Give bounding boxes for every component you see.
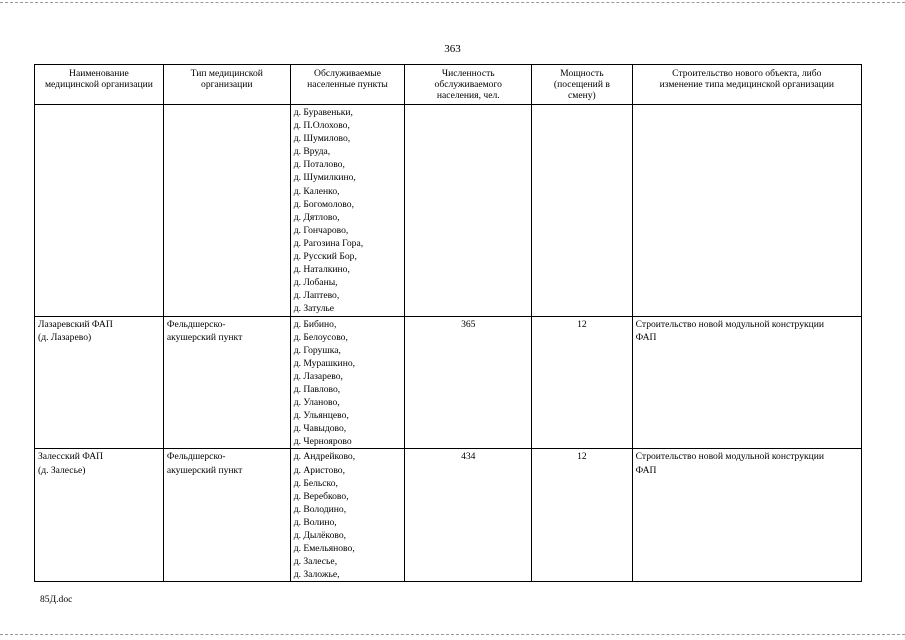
organization-type-cell: Фельдшерско- акушерский пункт <box>163 449 290 582</box>
organization-type-cell <box>163 105 290 317</box>
settlement-item: д. Лазарево, <box>293 370 343 382</box>
scan-edge-top <box>0 2 905 3</box>
settlement-item: д. Мурашкино, <box>293 357 356 369</box>
table-row <box>35 316 862 449</box>
settlement-item: д. Поталово, <box>293 159 345 171</box>
header-population: Численность обслуживаемого населения, чел. <box>405 65 532 105</box>
header-construction: Строительство нового объекта, либо изменение типа медицинской организации <box>632 65 861 105</box>
settlement-item: д. Веребково, <box>293 490 349 502</box>
page-number: 363 <box>444 43 461 55</box>
settlement-item: д. Гончарово, <box>293 224 349 236</box>
settlement-item: д. Богомолово, <box>293 198 354 210</box>
settlement-item: д. Андрейково, <box>293 451 356 463</box>
organization-name-cell <box>35 105 164 317</box>
population-cell <box>405 105 532 317</box>
table-header-row <box>35 65 862 105</box>
construction-cell: Строительство новой модульной конструкции ФАП <box>632 316 861 449</box>
capacity-cell <box>532 105 632 317</box>
construction-cell <box>632 105 861 317</box>
header-served-settlements: Обслуживаемые населенные пункты <box>290 65 405 105</box>
settlement-item: д. Дятлово, <box>293 211 340 223</box>
settlement-item: д. Залесье, <box>293 556 338 568</box>
organization-name-cell: Лазаревский ФАП (д. Лазарево) <box>35 316 164 449</box>
scan-edge-bottom <box>0 634 905 635</box>
capacity-cell: 12 <box>532 316 632 449</box>
served-settlements-cell <box>290 449 405 582</box>
medical-organizations-table <box>34 64 862 582</box>
settlement-item: д. Лобаны, <box>293 277 338 289</box>
population-cell: 434 <box>405 449 532 582</box>
settlement-item: д. Затулье <box>293 303 335 315</box>
settlement-item: д. Уланово, <box>293 397 340 409</box>
settlement-item: д. Вруда, <box>293 146 331 158</box>
settlement-item: д. Волино, <box>293 516 337 528</box>
settlement-item: д. Бибино, <box>293 318 337 330</box>
capacity-cell: 12 <box>532 449 632 582</box>
settlement-item: д. Горушка, <box>293 344 341 356</box>
settlement-item: д. Аристово, <box>293 464 346 476</box>
settlement-item: д. Лаптево, <box>293 290 340 302</box>
served-settlements-cell <box>290 316 405 449</box>
table-row <box>35 105 862 317</box>
settlement-item: д. Павлово, <box>293 383 341 395</box>
settlement-item: д. П.Олохово, <box>293 120 350 132</box>
settlement-item: д. Шумилово, <box>293 133 351 145</box>
header-organization-type: Тип медицинской организации <box>163 65 290 105</box>
settlement-item: д. Володино, <box>293 503 347 515</box>
settlement-item: д. Русский Бор, <box>293 251 357 263</box>
document-filename: 85Д.doc <box>40 594 73 605</box>
settlement-item: д. Заложье, <box>293 569 340 581</box>
settlement-item: д. Буравеньки, <box>293 107 353 118</box>
table-row <box>35 449 862 582</box>
settlement-item: д. Наталкино, <box>293 264 350 276</box>
settlement-item: д. Дылёково, <box>293 530 347 541</box>
settlement-item: д. Бельско, <box>293 477 338 489</box>
header-organization-name: Наименование медицинской организации <box>35 65 164 105</box>
served-settlements-cell <box>290 105 405 317</box>
settlement-item: д. Каленко, <box>293 185 340 197</box>
settlement-item: д. Ульянцево, <box>293 410 349 422</box>
settlement-item: д. Емельяново, <box>293 543 355 555</box>
organization-type-cell: Фельдшерско- акушерский пункт <box>163 316 290 449</box>
settlement-item: д. Шумилкино, <box>293 172 356 184</box>
settlement-item: д. Черноярово <box>293 436 352 448</box>
population-cell: 365 <box>405 316 532 449</box>
settlement-item: д. Рагозина Гора, <box>293 237 364 249</box>
header-capacity: Мощность (посещений в смену) <box>532 65 632 105</box>
settlement-item: д. Белоусово, <box>293 331 348 343</box>
settlement-item: д. Чавыдово, <box>293 423 347 435</box>
construction-cell: Строительство новой модульной конструкции ФАП <box>632 449 861 582</box>
organization-name-cell: Залесский ФАП (д. Залесье) <box>35 449 164 582</box>
